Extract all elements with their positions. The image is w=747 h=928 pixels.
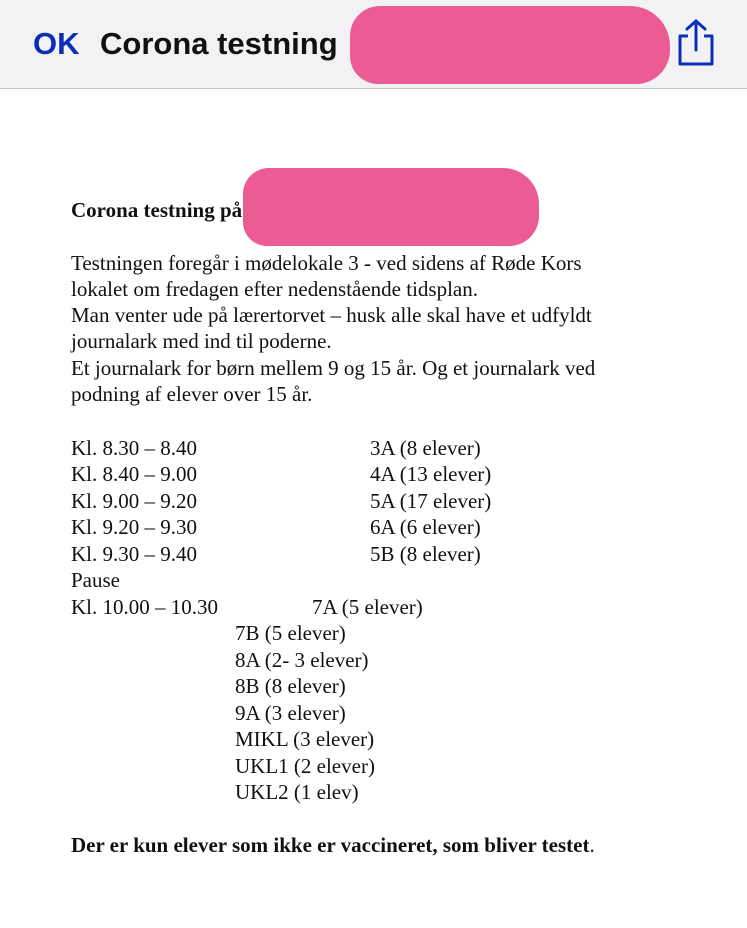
footer-note-bold: Der er kun elever som ikke er vaccineret, som bliver testet [71,833,590,857]
schedule-group: 8A (2- 3 elever) [235,648,369,672]
pause-label: Pause [71,568,120,592]
title-redaction-mark [350,6,670,84]
footer-note [71,832,595,858]
schedule-group: 5B (8 elever) [370,542,481,566]
schedule-group: MIKL (3 elever) [235,727,375,751]
top-navigation-bar [0,0,747,89]
schedule-time: Kl. 9.00 – 9.20 [71,489,197,513]
document-heading: Corona testning på [71,198,243,222]
schedule-group: 9A (3 elever) [235,701,346,725]
schedule-group: 4A (13 elever) [370,462,492,486]
schedule-time: Kl. 10.00 – 10.30 [71,595,218,619]
schedule-time: Kl. 8.30 – 8.40 [71,436,197,460]
document-title: Corona testning [100,26,338,61]
footer-note-period: . [589,833,595,857]
heading-redaction-mark [243,168,539,246]
paragraph-line: Et journalark for børn mellem 9 og 15 år. Og et journalark ved [71,356,596,380]
schedule-group: 7A (5 elever) [312,595,423,619]
paragraph-line: Man venter ude på lærertorvet – husk alle skal have et udfyldt [71,303,592,327]
schedule-group: 8B (8 elever) [235,674,346,698]
schedule-time: Kl. 8.40 – 9.00 [71,462,197,486]
schedule-group: 3A (8 elever) [370,436,481,460]
share-button[interactable] [674,18,716,68]
schedule-group: UKL1 (2 elever) [235,754,375,778]
schedule-time: Kl. 9.30 – 9.40 [71,542,197,566]
schedule-group: 5A (17 elever) [370,489,492,513]
schedule-group: UKL2 (1 elev) [235,780,359,804]
schedule-group: 6A (6 elever) [370,515,481,539]
paragraph-line: journalark med ind til poderne. [71,329,332,353]
share-icon [674,18,716,68]
paragraph-line: Testningen foregår i mødelokale 3 - ved sidens af Røde Kors [71,251,582,275]
ok-button[interactable]: OK [33,26,80,61]
schedule-time: Kl. 9.20 – 9.30 [71,515,197,539]
schedule-group: 7B (5 elever) [235,621,346,645]
paragraph-line: podning af elever over 15 år. [71,382,313,406]
paragraph-line: lokalet om fredagen efter nedenstående tidsplan. [71,277,478,301]
